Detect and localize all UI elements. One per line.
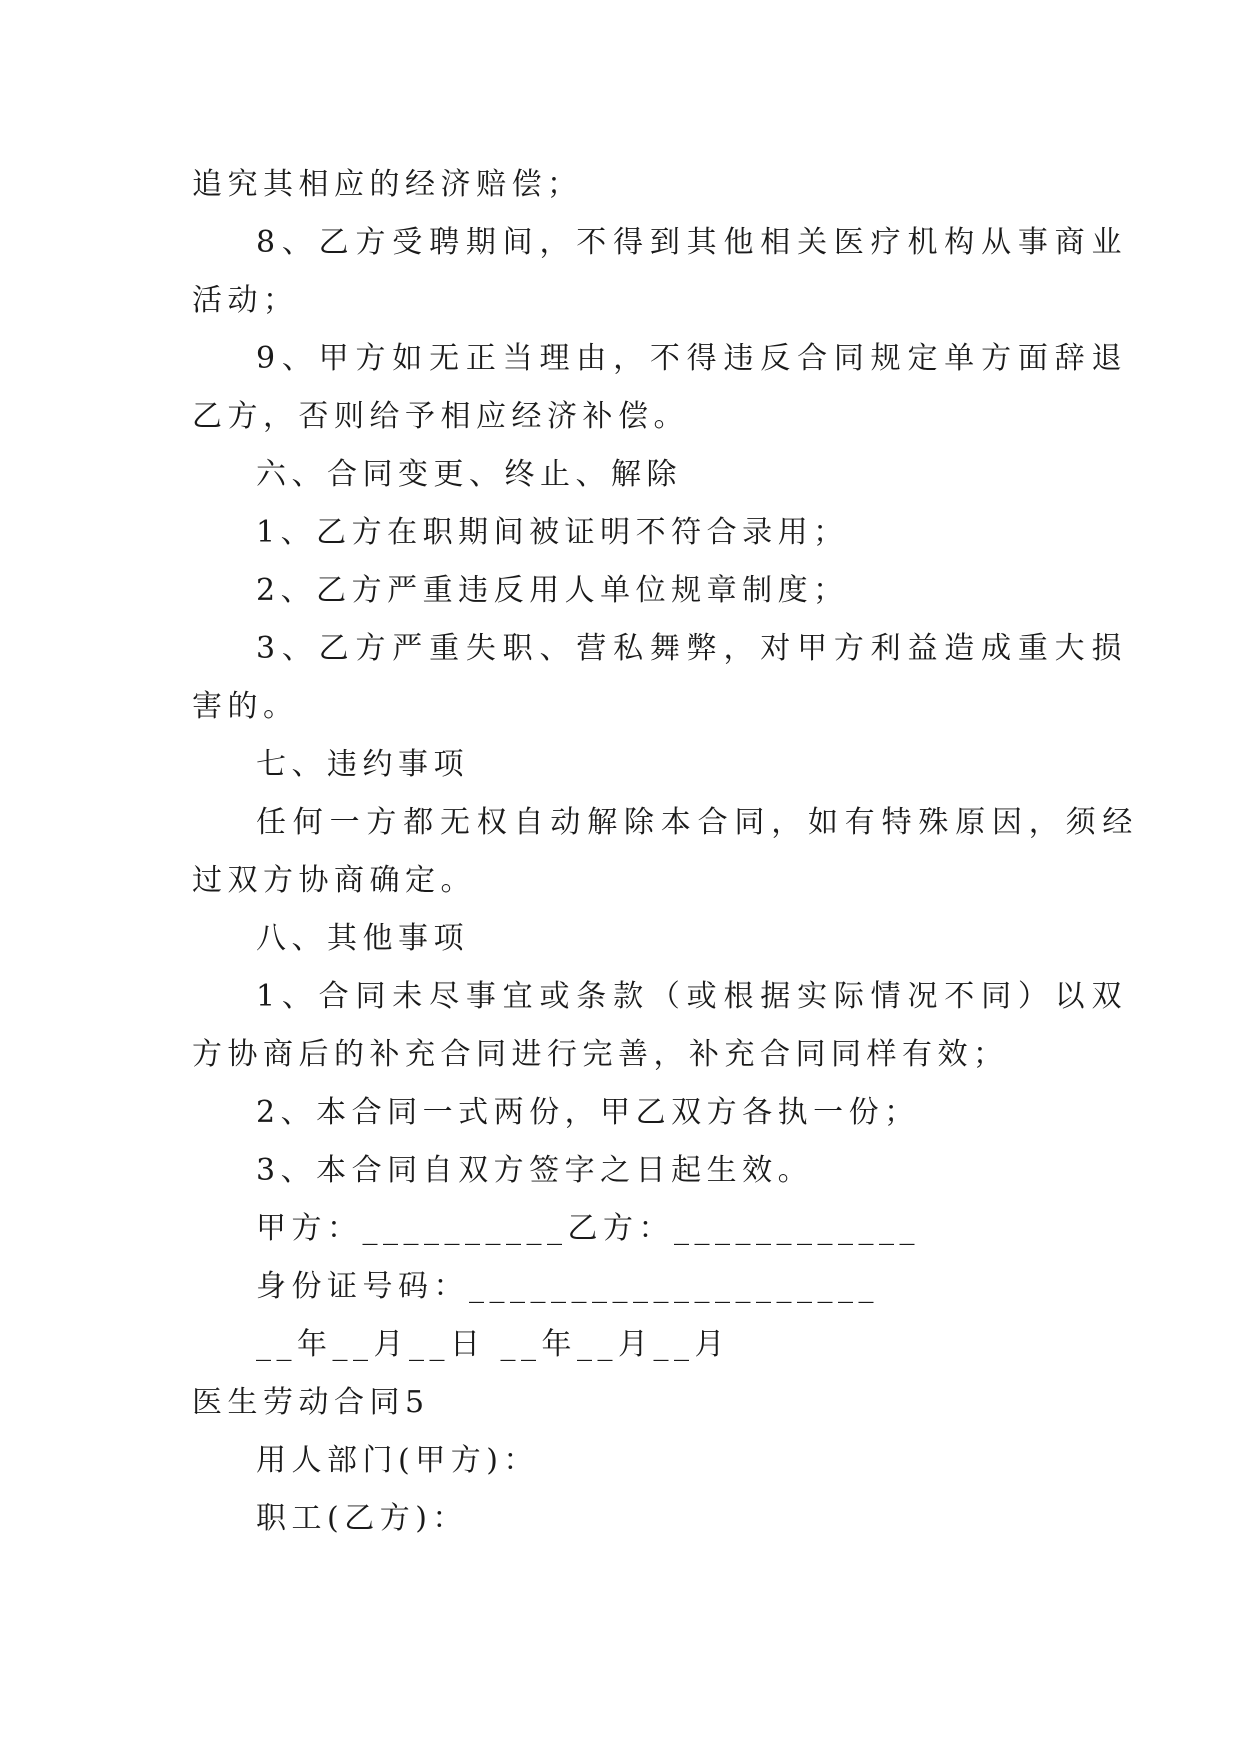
paragraph-line: 1、合同未尽事宜或条款（或根据实际情况不同）以双: [256, 979, 1129, 1014]
paragraph-line: 乙方，否则给予相应经济补偿。: [192, 399, 689, 434]
paragraph-line: 活动；: [192, 283, 299, 318]
paragraph-line: 9、甲方如无正当理由，不得违反合同规定单方面辞退: [256, 341, 1129, 376]
signature-line-parties: 甲方：__________乙方：____________: [256, 1211, 920, 1246]
section-heading: 六、合同变更、终止、解除: [256, 457, 682, 492]
party-b-label: 职工(乙方)：: [256, 1501, 468, 1536]
paragraph-line: 任何一方都无权自动解除本合同，如有特殊原因，须经: [256, 805, 1140, 840]
paragraph-line: 方协商后的补充合同进行完善，补充合同同样有效；: [192, 1037, 1009, 1072]
paragraph-line: 3、本合同自双方签字之日起生效。: [256, 1153, 814, 1188]
party-a-label: 用人部门(甲方)：: [256, 1443, 539, 1478]
paragraph-line: 过双方协商确定。: [192, 863, 476, 898]
section-heading: 七、违约事项: [256, 747, 469, 782]
paragraph-line: 2、本合同一式两份，甲乙双方各执一份；: [256, 1095, 920, 1130]
paragraph-line: 害的。: [192, 689, 299, 724]
paragraph-line: 追究其相应的经济赔偿；: [192, 167, 583, 202]
document-title: 医生劳动合同5: [192, 1385, 430, 1420]
paragraph-line: 1、乙方在职期间被证明不符合录用；: [256, 515, 849, 550]
paragraph-line: 8、乙方受聘期间，不得到其他相关医疗机构从事商业: [256, 225, 1129, 260]
signature-line-dates: __年__月__日 __年__月__月: [256, 1327, 731, 1362]
paragraph-line: 3、乙方严重失职、营私舞弊，对甲方利益造成重大损: [256, 631, 1129, 666]
section-heading: 八、其他事项: [256, 921, 469, 956]
signature-line-id-number: 身份证号码：____________________: [256, 1269, 879, 1304]
paragraph-line: 2、乙方严重违反用人单位规章制度；: [256, 573, 849, 608]
